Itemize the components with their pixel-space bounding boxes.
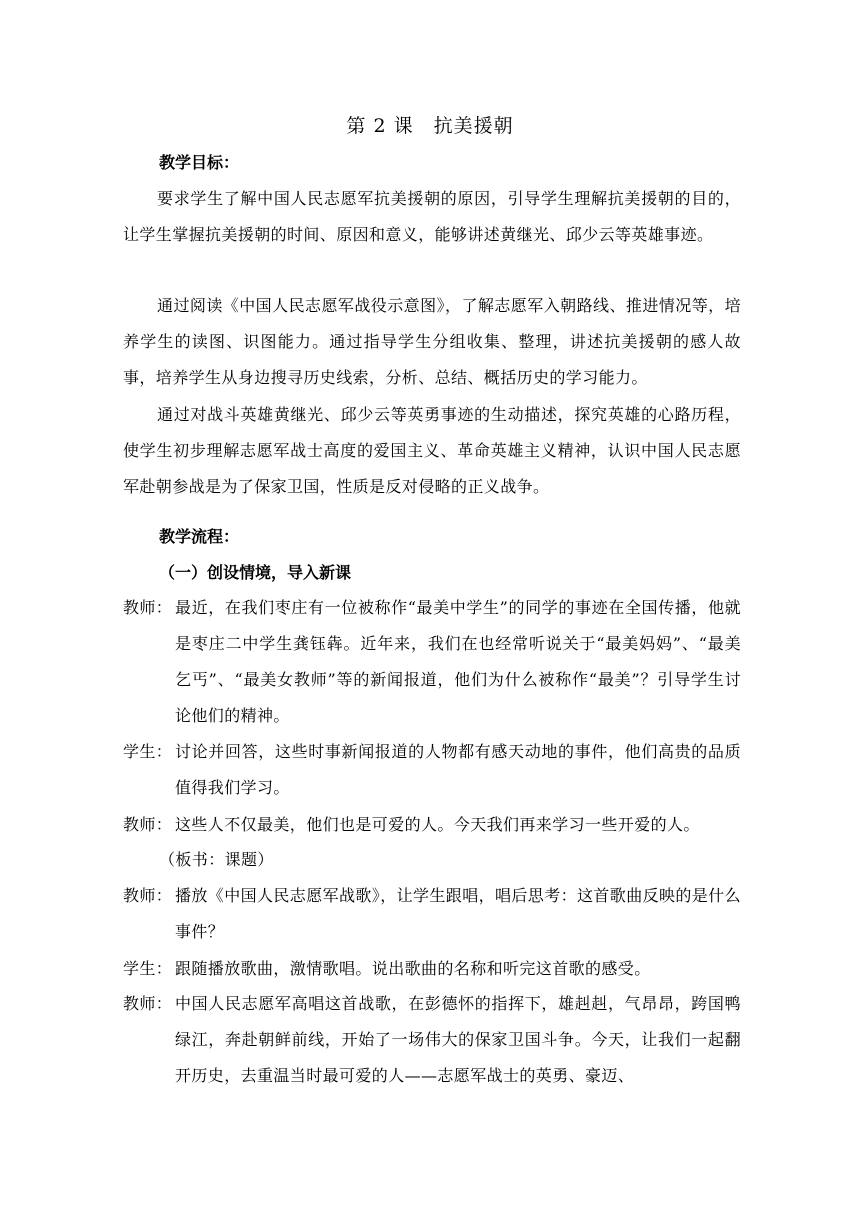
speaker-label: 教师： (123, 994, 173, 1013)
objective-paragraph-1: 要求学生了解中国人民志愿军抗美援朝的原因，引导学生理解抗美援朝的目的，让学生掌握抗美援朝的时间、原因和意义，能够讲述黄继光、邱少云等英雄事迹。 (123, 189, 741, 244)
board-note: （板书：课题） (159, 850, 274, 869)
speaker-label: 学生： (123, 742, 173, 761)
speaker-label: 教师： (123, 598, 173, 617)
objectives-heading: 教学目标： (159, 153, 240, 172)
section-heading: （一）创设情境，导入新课 (159, 563, 352, 582)
objective-paragraph-3: 通过对战斗英雄黄继光、邱少云等英勇事迹的生动描述，探究英雄的心路历程，使学生初步理解志愿军战士高度的爱国主义、革命英雄主义精神，认识中国人民志愿军赴朝参战是为了保家卫国，性质是反对侵略的正义战争。 (123, 405, 741, 496)
dialogue-entry (123, 878, 741, 950)
lesson-title: 第 2 课 抗美援朝 (346, 115, 514, 137)
dialogue-text: 最近，在我们枣庄有一位被称作“最美中学生”的同学的事迹在全国传播，他就是枣庄二中学生龚钰犇。近年来，我们在也经常听说关于“最美妈妈”、“最美乞丐”、“最美女教师”等的新闻报道，他们为什么被称作“最美”？引导学生讨论他们的精神。 (175, 598, 741, 725)
dialogue-text: 播放《中国人民志愿军战歌》，让学生跟唱，唱后思考：这首歌曲反映的是什么事件？ (175, 886, 742, 941)
speaker-label: 教师： (123, 886, 173, 905)
dialogue-text: 讨论并回答，这些时事新闻报道的人物都有感天动地的事件，他们高贵的品质值得我们学习。 (175, 742, 741, 797)
dialogue-text: 这些人不仅最美，他们也是可爱的人。今天我们再来学习一些开爱的人。 (175, 815, 700, 834)
dialogue-entry (123, 590, 741, 734)
objective-paragraph-2: 通过阅读《中国人民志愿军战役示意图》，了解志愿军入朝路线、推进情况等，培养学生的读图、识图能力。通过指导学生分组收集、整理，讲述抗美援朝的感人故事，培养学生从身边搜寻历史线索，分析、总结、概括历史的学习能力。 (123, 296, 741, 387)
dialogue-text: 中国人民志愿军高唱这首战歌，在彭德怀的指挥下，雄赳赳，气昂昂，跨国鸭绿江，奔赴朝鲜前线，开始了一场伟大的保家卫国斗争。今天，让我们一起翻开历史，去重温当时最可爱的人——志愿军战士的英勇、豪迈、 (175, 994, 741, 1085)
speaker-label: 教师： (123, 815, 173, 834)
dialogue-entry (123, 734, 741, 806)
dialogue-entry (123, 986, 741, 1094)
dialogue-text: 跟随播放歌曲，激情歌唱。说出歌曲的名称和听完这首歌的感受。 (175, 959, 651, 978)
dialogue-entry (123, 807, 741, 843)
dialogue-entry (123, 951, 741, 987)
speaker-label: 学生： (123, 959, 173, 978)
process-heading: 教学流程： (159, 527, 240, 546)
